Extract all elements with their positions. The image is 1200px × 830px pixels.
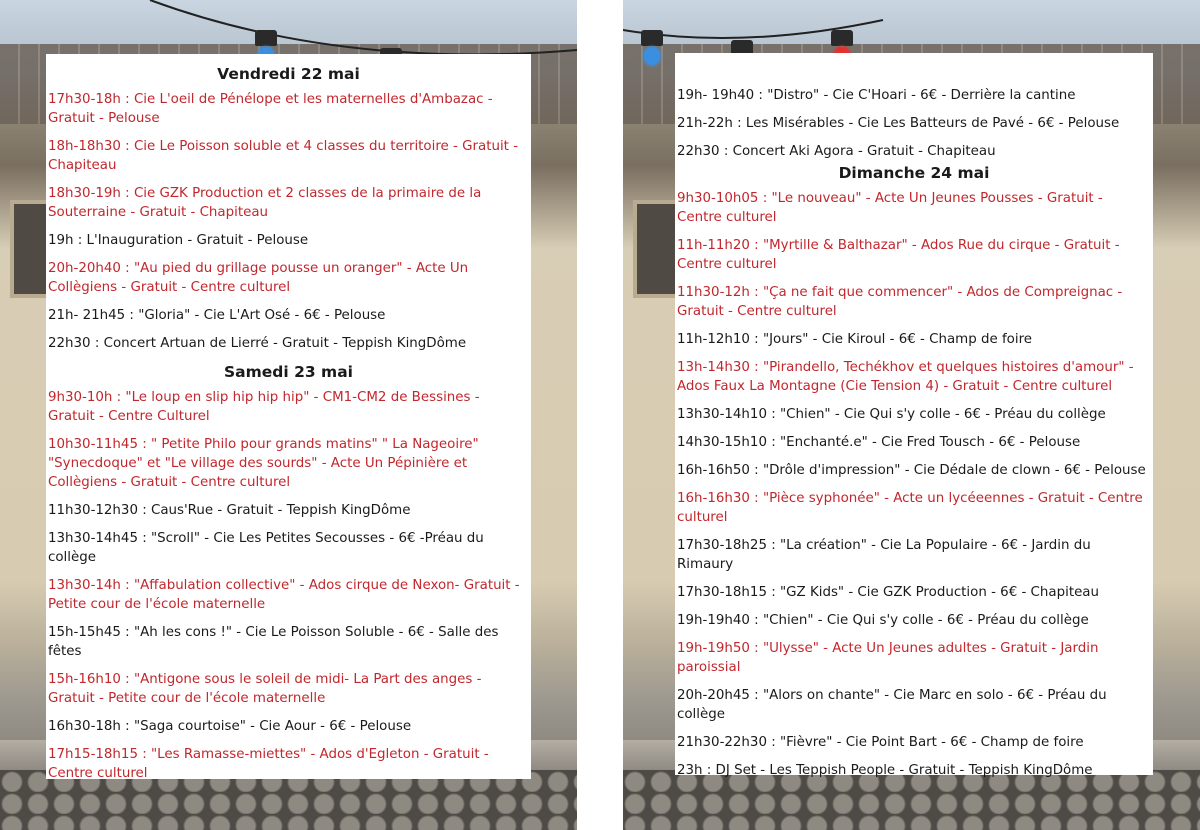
event-item: 13h-14h30 : "Pirandello, Techékhov et quelques histoires d'amour" - Ados Faux La Montagne (Cie Tension 4) - Gratuit - Centre culturel — [677, 360, 1134, 394]
bulb-glass-blue — [643, 46, 661, 66]
event-item: 21h- 21h45 : "Gloria" - Cie L'Art Osé - 6€ - Pelouse — [48, 308, 386, 323]
event-item: 17h15-18h15 : "Les Ramasse-miettes" - Ados d'Egleton - Gratuit - Centre culturel — [48, 747, 489, 781]
right-panel — [623, 0, 1200, 830]
event-item: 21h30-22h30 : "Fièvre" - Cie Point Bart - 6€ - Champ de foire — [677, 735, 1084, 750]
event-item: 16h30-18h : "Saga courtoise" - Cie Aour - 6€ - Pelouse — [48, 719, 412, 734]
event-item: 18h-18h30 : Cie Le Poisson soluble et 4 classes du territoire - Gratuit - Chapiteau — [48, 139, 519, 173]
event-item: 15h-16h10 : "Antigone sous le soleil de midi- La Part des anges - Gratuit - Petite cour de l'école maternelle — [48, 672, 482, 706]
event-item: 11h-12h10 : "Jours" - Cie Kiroul - 6€ - Champ de foire — [677, 332, 1033, 347]
event-item: 16h-16h30 : "Pièce syphonée" - Acte un lycéeennes - Gratuit - Centre culturel — [677, 491, 1143, 525]
event-item: 20h-20h45 : "Alors on chante" - Cie Marc en solo - 6€ - Préau du collège — [677, 688, 1107, 722]
event-item: 21h-22h : Les Misérables - Cie Les Batteurs de Pavé - 6€ - Pelouse — [677, 116, 1120, 131]
event-item: 13h30-14h : "Affabulation collective" - Ados cirque de Nexon- Gratuit - Petite cour de l'école maternelle — [48, 578, 520, 612]
event-item: 19h- 19h40 : "Distro" - Cie C'Hoari - 6€ - Derrière la cantine — [677, 88, 1076, 103]
event-item: 11h-11h20 : "Myrtille & Balthazar" - Ados Rue du cirque - Gratuit - Centre culturel — [677, 238, 1120, 272]
event-item: 22h30 : Concert Aki Agora - Gratuit - Chapiteau — [677, 144, 996, 159]
day-title-saturday: Samedi 23 mai — [224, 363, 353, 381]
event-item: 19h-19h50 : "Ulysse" - Acte Un Jeunes adultes - Gratuit - Jardin paroissial — [677, 641, 1099, 675]
event-item: 11h30-12h30 : Caus'Rue - Gratuit - Teppish KingDôme — [48, 503, 411, 518]
schedule-card-left — [46, 54, 531, 779]
event-item: 13h30-14h45 : "Scroll" - Cie Les Petites Secousses - 6€ -Préau du collège — [48, 531, 484, 565]
blue-bulb-icon — [641, 30, 663, 70]
event-item: 18h30-19h : Cie GZK Production et 2 classes de la primaire de la Souterraine - Gratuit - Chapiteau — [48, 186, 482, 220]
event-item: 23h : DJ Set - Les Teppish People - Gratuit - Teppish KingDôme — [677, 763, 1093, 778]
event-item: 17h30-18h15 : "GZ Kids" - Cie GZK Production - 6€ - Chapiteau — [677, 585, 1100, 600]
left-panel — [0, 0, 577, 830]
event-item: 14h30-15h10 : "Enchanté.e" - Cie Fred Tousch - 6€ - Pelouse — [677, 435, 1081, 450]
event-item: 17h30-18h25 : "La création" - Cie La Populaire - 6€ - Jardin du Rimaury — [677, 538, 1091, 572]
event-item: 22h30 : Concert Artuan de Lierré - Gratuit - Teppish KingDôme — [48, 336, 467, 351]
day-title-sunday: Dimanche 24 mai — [838, 164, 990, 182]
event-item: 11h30-12h : "Ça ne fait que commencer" - Ados de Compreignac - Gratuit - Centre culturel — [677, 285, 1123, 319]
event-item: 17h30-18h : Cie L'oeil de Pénélope et les maternelles d'Ambazac - Gratuit - Pelouse — [48, 92, 493, 126]
event-item: 19h-19h40 : "Chien" - Cie Qui s'y colle - 6€ - Préau du collège — [677, 613, 1089, 628]
event-item: 15h-15h45 : "Ah les cons !" - Cie Le Poisson Soluble - 6€ - Salle des fêtes — [48, 625, 499, 659]
day-title-friday: Vendredi 22 mai — [217, 65, 360, 83]
event-item: 19h : L'Inauguration - Gratuit - Pelouse — [48, 233, 309, 248]
event-item: 9h30-10h05 : "Le nouveau" - Acte Un Jeunes Pousses - Gratuit - Centre culturel — [677, 191, 1103, 225]
event-item: 16h-16h50 : "Drôle d'impression" - Cie Dédale de clown - 6€ - Pelouse — [677, 463, 1146, 478]
event-item: 20h-20h40 : "Au pied du grillage pousse un oranger" - Acte Un Collègiens - Gratuit - Centre culturel — [48, 261, 469, 295]
schedule-card-right — [675, 53, 1153, 778]
event-item: 13h30-14h10 : "Chien" - Cie Qui s'y colle - 6€ - Préau du collège — [677, 407, 1106, 422]
event-item: 9h30-10h : "Le loup en slip hip hip hip" - CM1-CM2 de Bessines - Gratuit - Centre Culturel — [48, 390, 480, 424]
event-item: 10h30-11h45 : " Petite Philo pour grands matins" " La Nageoire" "Synecdoque" et "Le village des sourds" - Acte Un Pépinière et Collègiens - Gratuit - Centre culturel — [48, 437, 479, 490]
